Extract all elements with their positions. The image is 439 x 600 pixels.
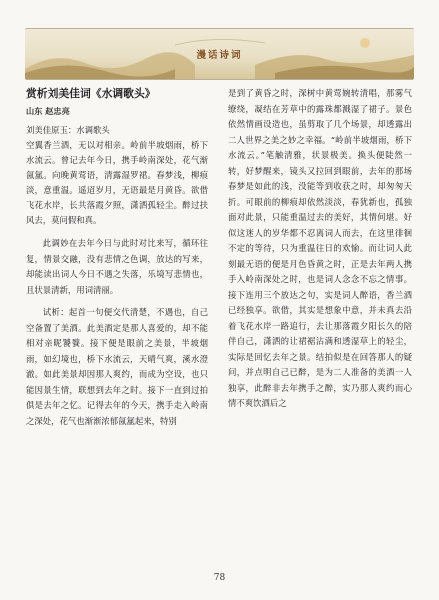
- article-title: 赏析刘美佳词《水调歌头》: [26, 87, 156, 100]
- poem-text: 空翼香兰酒，无以对相亲。岭前半坡烟雨，桥下水流云。曾记去年今日，携手岭南深处，花气渐氤氲。向晚黄莺语，清露湿罗裙。春梦浅，柳痕淡，意重温。遥迢岁月，无语最是月黄昏。欲借飞花水岸，长共落霞夕照，潇洒孤轻尘。醉过扶风去，莫问假和真。: [26, 140, 208, 225]
- analysis-paragraph-2: 试析：起首一句便交代清楚，不遇也，自己空备置了美酒。此美酒定是那人喜爱的，却不能相对亲昵饕餮。接下便是眼前之美景，半坡烟雨，如幻境也，桥下水流云，天晴气爽，溪水澄澈。如此美景却因那人爽约，而成为空设，也只能因景生情，联想到去年之时。接下一直到过拍俱是去年之忆。记得去年的今天，携手走入岭南之深处，花气也渐渐浓郁氤氲起来，特别: [26, 307, 208, 426]
- header-banner: [25, 28, 414, 80]
- page-number: 78: [213, 573, 226, 583]
- article-author: 山东 赵忠亮: [26, 106, 70, 116]
- analysis-paragraph-3: 是到了黄昏之时，深树中黄莺婉转清唱，那雾气缭绕，凝结在芳草中的露珠都溅湿了裙子。景色依然情画设造也，虽剪取了几个场景，却透露出二人世界之美之妙之幸福。“岭前半坡烟雨，桥下水流云。”笔触清雅，状景极美。换头便陡然一转，好梦醒来，镜头又拉回到眼前，去年的那场春梦是如此的浅，没能等到收获之时，却匆匆天折。可眼前的柳痕却依然淡淡，春犹新也，孤独面对此景，只能重温过去的美好，其情何堪。好似这迷人的岁华都不忍离词人而去，在这里徘徊不定的等待，只为重温往日的欢愉。而让词人此刻最无语的便是月色昏黄之时，正是去年两人携手入岭南深处之时，也是词人念念不忘之情事。接下连用三个放达之句，实是词人醉语，香兰酒已经独享。欲借，其实是想象中意，并未真去沿着飞花水岸一路追行，去让那落霞夕阳长久的陪伴自己，潇洒的让裙裾沾满和透湿草上的轻尘，实际是回忆去年之景。结拍似是在回答那人的疑问，并点明自己已醉，是为二人准备的美酒一人独享，此醉非去年携手之醉，实乃那人爽约而心情不爽饮酒后之: [228, 88, 412, 408]
- poem-heading: 刘美佳原玉：水调歌头: [26, 125, 110, 135]
- column-title: 漫话诗词: [196, 50, 243, 61]
- right-column: [228, 86, 412, 419]
- analysis-paragraph-1: 此调妙在去年今日与此时对比来写，循环往复，情景交融，没有悲情之色调，放达的写来，却能读出词人今日不遇之失落，乐境写悲情也，且状景清新，用词清丽。: [26, 238, 208, 295]
- left-column: [26, 86, 208, 436]
